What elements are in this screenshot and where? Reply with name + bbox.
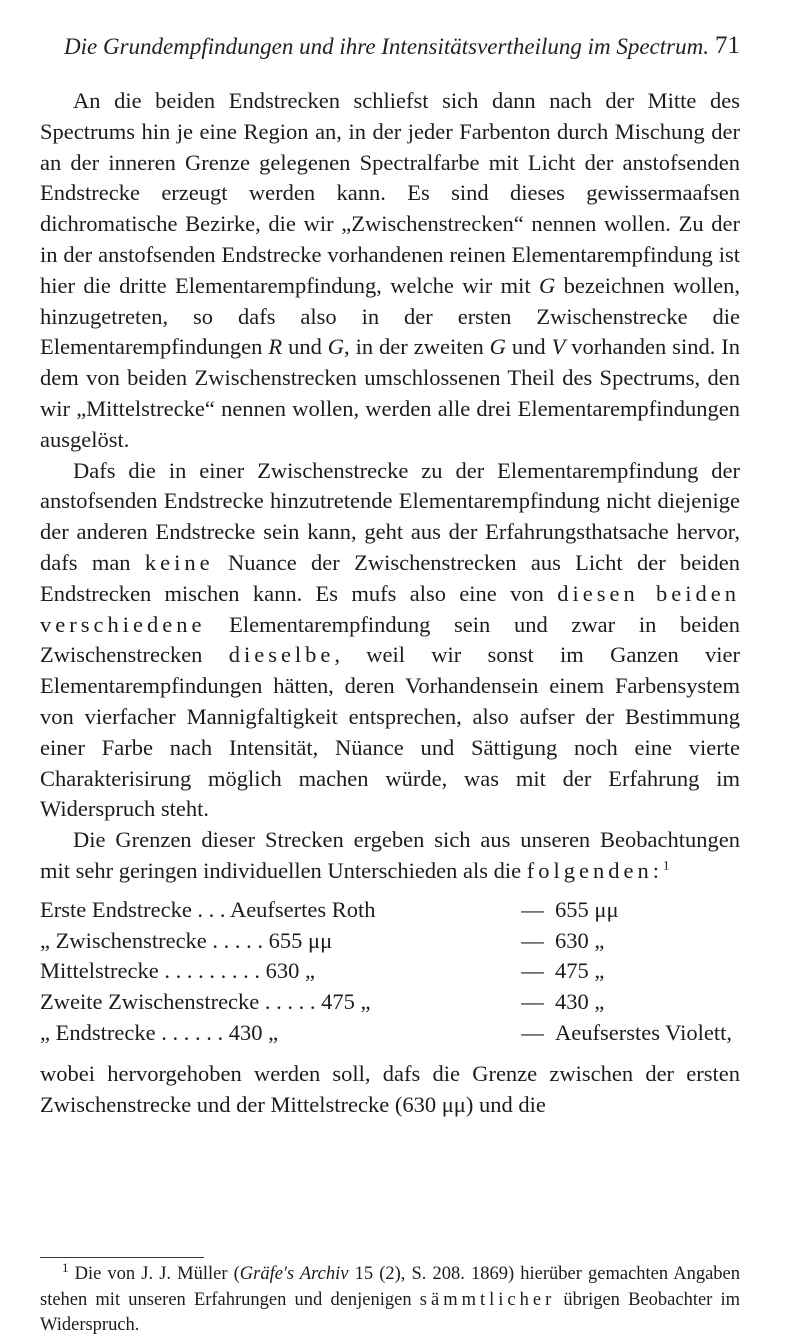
main-text — [40, 86, 740, 1120]
table-row: Erste Endstrecke . . . Aeufsertes Roth — 655 μμ — [40, 896, 619, 922]
journal-title: Gräfe's Archiv — [239, 1264, 349, 1284]
footnote: $^1$ Die von J. J. Müller (Gräfe's Archiv 15 (2), S. 208. 1869) hierüber gemachten Angaben stehen mit unseren Erfahrungen und denjenigen sämmtlicher übrigen Beobachter im Widerspruch. — [40, 1259, 741, 1335]
symbol-r: R — [268, 334, 283, 360]
symbol-v: V — [551, 334, 566, 360]
emphasis-diesen-beiden: diesen beiden verschiedene — [40, 580, 741, 637]
symbol-g: G — [489, 334, 506, 360]
table-row: Zweite Zwischenstrecke . . . . . 475 „ — 430 „ — [40, 989, 605, 1015]
symbol-g: G — [327, 334, 345, 360]
footnote-divider — [40, 1257, 204, 1258]
paragraph-4: wobei hervorgehoben werden soll, dafs die Grenze zwischen der ersten Zwischenstrecke und der Mittelstrecke (630 μμ) und die — [40, 1060, 740, 1117]
table-row: „ Zwischenstrecke . . . . . 655 μμ — 630 „ — [40, 927, 605, 953]
emphasis-keine: keine — [144, 549, 214, 575]
footnote-reference: 1 — [662, 857, 670, 873]
table-row: „ Endstrecke . . . . . . 430 „ — Aeufserstes Violett, — [40, 1019, 732, 1045]
symbol-g: G — [538, 272, 556, 298]
paragraph-2: Dafs die in einer Zwischenstrecke zu der Elementarempfindung der anstofsenden Endstrecke hinzutretende Elementarempfindung nicht diejenige der anderen Endstrecke sein kann, geht aus der Erfahrungsthatsache hervor, dafs man keine Nuance der Zwischenstrecken aus Licht der beiden Endstrecken mischen kann. Es mufs also eine von diesen beiden verschiedene Elementarempfindung sein und zwar in beiden Zwischenstrecken dieselbe, weil wir sonst im Ganzen vier Elementarempfindungen hätten, deren Vorhandensein einem Farbensystem von vierfacher Mannigfaltigkeit entsprechen, also aufser der Bestimmung einer Farbe nach Intensität, Nüance und Sättigung noch eine vierte Charakterisirung möglich machen würde, was mit der Erfahrung im Widerspruch steht. — [40, 457, 741, 822]
page-number: 71 — [715, 32, 740, 59]
table-row: Mittelstrecke . . . . . . . . . 630 „ — 475 „ — [40, 958, 605, 984]
page-header — [64, 30, 740, 70]
running-title: Die Grundempfindungen und ihre Intensitätsvertheilung im Spectrum. — [64, 34, 709, 59]
paragraph-1: An die beiden Endstrecken schliefst sich dann nach der Mitte des Spectrums hin je eine Region an, in der jeder Farbenton durch Mischung der an der inneren Grenze gelegenen Spectralfarbe mit Licht der anstofsenden Endstrecke erzeugt werden kann. Es sind dieses gewissermaafsen dichromatische Bezirke, die wir „Zwischenstrecken“ nennen wollen. Zu der in der anstofsenden Endstrecke vorhandenen reinen Elementarempfindung ist hier die dritte Elementarempfindung, welche wir mit G bezeichnen wollen, hinzugetreten, so dafs also in der ersten Zwischenstrecke die Elementarempfindungen R und G, in der zweiten G und V vorhanden sind. In dem von beiden Zwischenstrecken umschlossenen Theil des Spectrums, den wir „Mittelstrecke“ nennen wollen, werden alle drei Elementarempfindungen ausgelöst. — [40, 88, 741, 452]
emphasis-dieselbe: dieselbe — [228, 642, 335, 668]
paragraph-3: Die Grenzen dieser Strecken ergeben sich aus unseren Beobachtungen mit sehr geringen individuellen Unterschieden als die folgenden:$^1$ — [40, 827, 740, 883]
footnote-marker: 1 — [62, 1259, 69, 1275]
spectrum-regions-table — [40, 895, 740, 1049]
